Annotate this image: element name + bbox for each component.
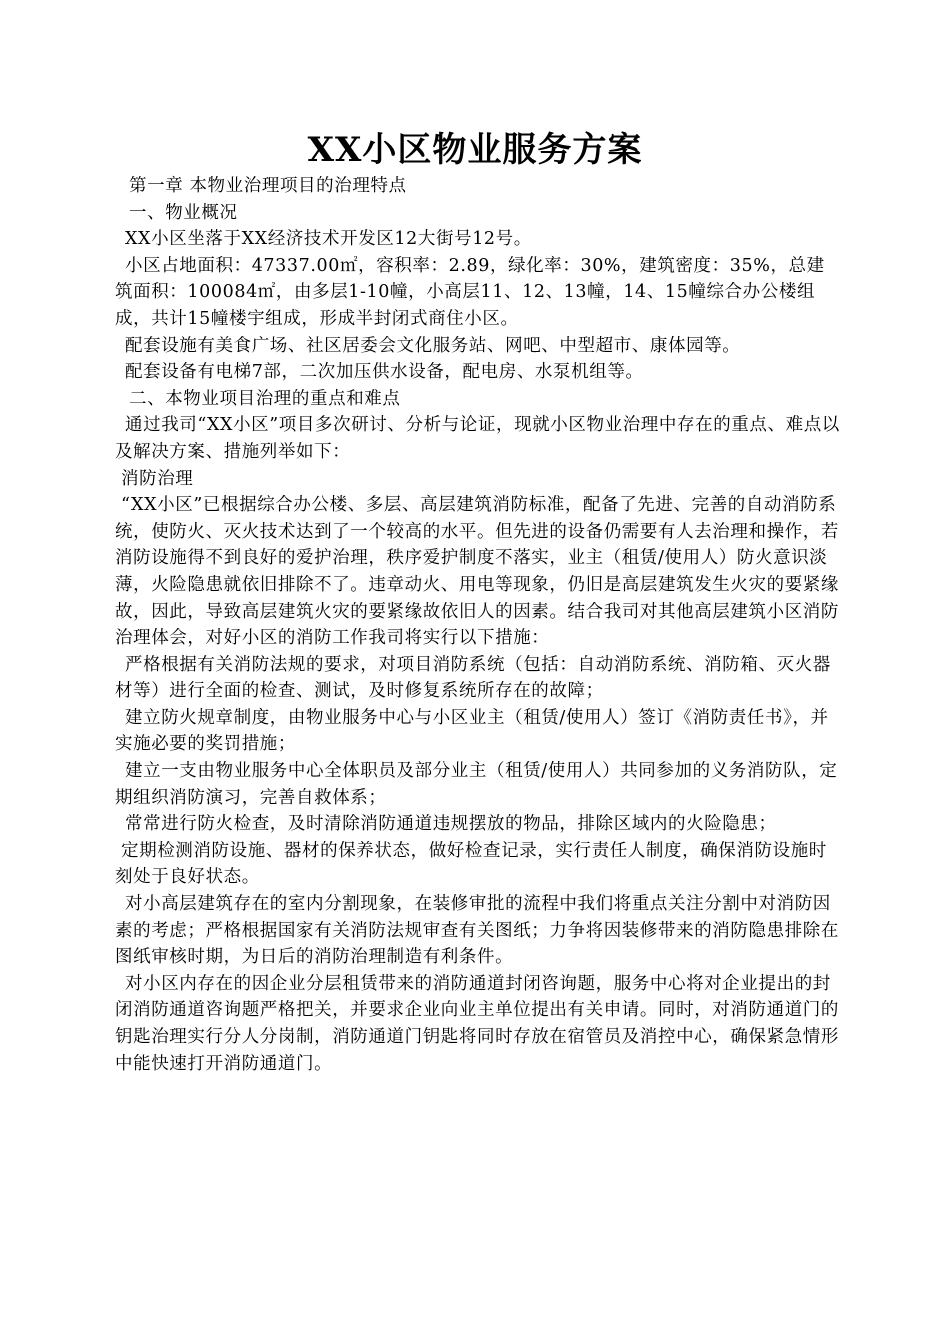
paragraph-measure-rules: 建立防火规章制度，由物业服务中心与小区业主（租赁/使用人）签订《消防责任书》，并实施必要的奖罚措施；: [115, 707, 829, 755]
paragraph-measure-renovation: 对小高层建筑存在的室内分割现象，在装修审批的流程中我们将重点关注分割中对消防因素的考虑；严格根据国家有关消防法规审查有关图纸；力争将因装修带来的消防隐患排除在图纸审核时期，为日后的消防治理制造有利条件。: [115, 894, 839, 968]
section-heading-key-points: 二、本物业项目治理的重点和难点: [129, 388, 401, 409]
document-body: [115, 173, 840, 1077]
paragraph-area-stats: 小区占地面积：47337.00㎡，容积率：2.89，绿化率：30%，建筑密度：35%，总建筑面积：100084㎡，由多层1-10幢，小高层11、12、13幢，14、15幢综合办公楼组成，共计15幢楼宇组成，形成半封闭式商住小区。: [115, 255, 825, 329]
paragraph-measure-patrol: 常常进行防火检查，及时清除消防通道违规摆放的物品，排除区域内的火险隐患；: [125, 814, 777, 835]
paragraph-measure-brigade: 建立一支由物业服务中心全体职员及部分业主（租赁/使用人）共同参加的义务消防队，定期组织消防演习，完善自救体系；: [115, 761, 838, 808]
subheading-fire-management: 消防治理: [121, 468, 194, 489]
section-heading-overview: 一、物业概况: [129, 202, 238, 223]
chapter-heading: 第一章 本物业治理项目的治理特点: [129, 176, 407, 196]
paragraph-measure-maintenance: 定期检测消防设施、器材的保养状态，做好检查记录，实行责任人制度，确保消防设施时刻处于良好状态。: [115, 840, 827, 888]
paragraph-measure-inspection: 严格根据有关消防法规的要求，对项目消防系统（包括：自动消防系统、消防箱、灭火器材等）进行全面的检查、测试，及时修复系统所存在的故障；: [115, 654, 831, 702]
paragraph-equipment: 配套设备有电梯7部，二次加压供水设备，配电房、水泵机组等。: [125, 362, 644, 383]
paragraph-location: XX小区坐落于XX经济技术开发区12大街号12号。: [125, 229, 532, 250]
paragraph-intro-analysis: 通过我司“XX小区”项目多次研讨、分析与论证，现就小区物业治理中存在的重点、难点以及解决方案、措施列举如下：: [115, 415, 840, 462]
document-title: XX小区物业服务方案: [307, 130, 643, 170]
paragraph-fire-system: “XX小区”已根据综合办公楼、多层、高层建筑消防标准，配备了先进、完善的自动消防系统，使防火、灭火技术达到了一个较高的水平。但先进的设备仍需要有人去治理和操作，若消防设施得不到良好的爱护治理，秩序爱护制度不落实，业主（租赁/使用人）防火意识淡薄，火险隐患就依旧排除不了。违章动火、用电等现象，仍旧是高层建筑发生火灾的要紧缘故，因此，导致高层建筑火灾的要紧缘故依旧人的因素。结合我司对其他高层建筑小区消防治理体会，对好小区的消防工作我司将实行以下措施：: [115, 495, 839, 649]
paragraph-facilities: 配套设施有美食广场、社区居委会文化服务站、网吧、中型超市、康体园等。: [125, 335, 741, 356]
paragraph-measure-passage: 对小区内存在的因企业分层租赁带来的消防通道封闭咨询题，服务中心将对企业提出的封闭消防通道咨询题严格把关，并要求企业向业主单位提出有关申请。同时，对消防通道门的钥匙治理实行分人分岗制，消防通道门钥匙将同时存放在宿管员及消控中心，确保紧急情形中能快速打开消防通道门。: [115, 973, 839, 1074]
